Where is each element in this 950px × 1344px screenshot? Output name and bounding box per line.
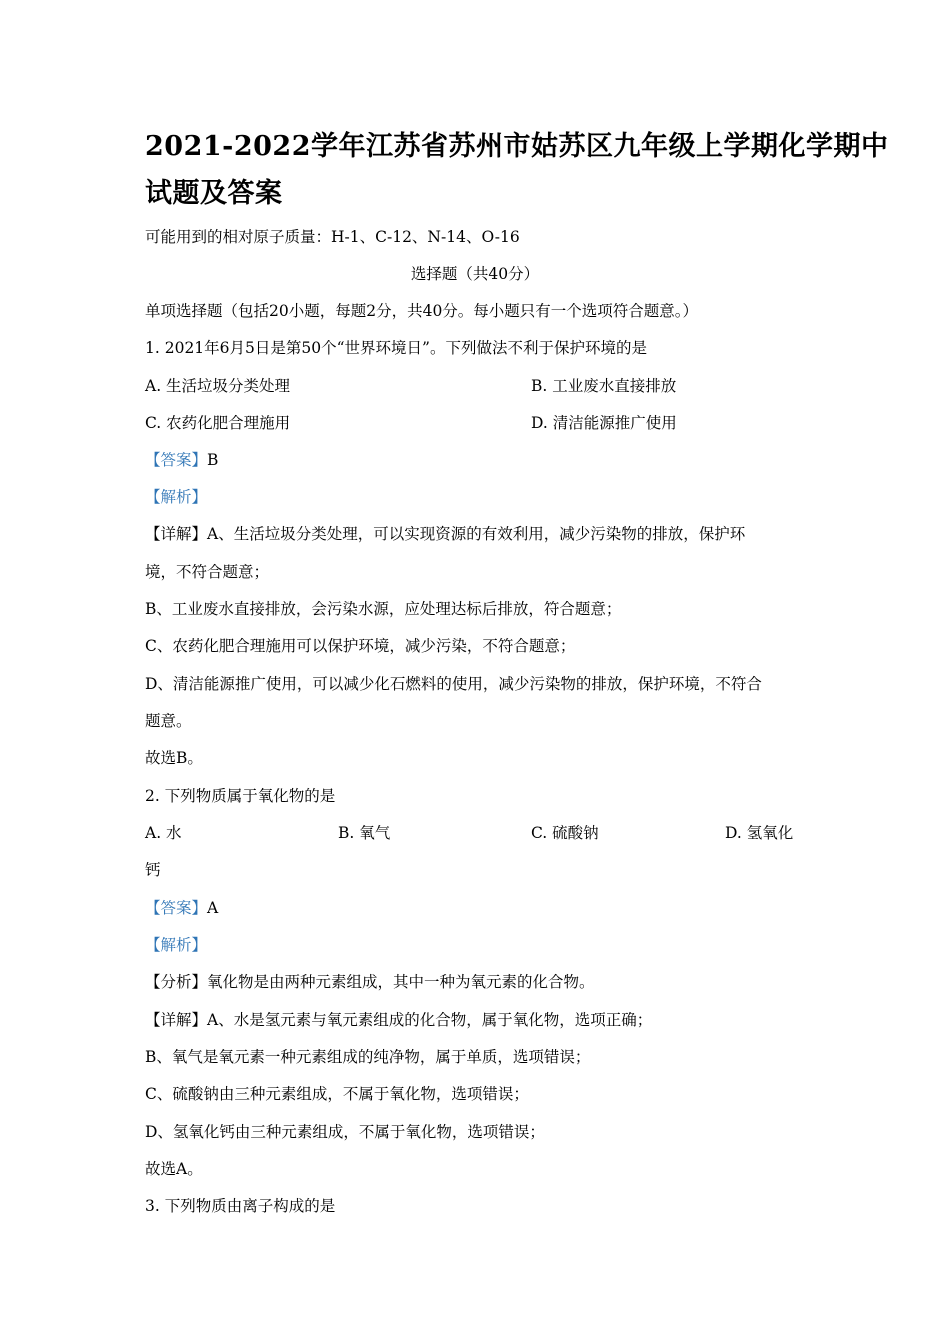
question-1-detail-d-line-1: D、清洁能源推广使用，可以减少化石燃料的使用，减少污染物的排放，保护环境，不符合 [145,675,762,693]
question-2-option-c: C. 硫酸钠 [531,824,599,842]
question-2-detail-d: D、氢氧化钙由三种元素组成，不属于氧化物，选项错误； [145,1123,545,1141]
question-1-detail-d-line-2: 题意。 [145,712,192,730]
section-instruction: 单项选择题（包括20小题，每题2分，共40分。每小题只有一个选项符合题意。） [145,302,699,320]
question-2-conclusion: 故选A。 [145,1160,203,1178]
atomic-mass-note: 可能用到的相对原子质量：H-1、C-12、N-14、O-16 [145,228,520,246]
question-1-answer [145,448,218,470]
question-1-option-b: B. 工业废水直接排放 [531,377,677,395]
question-1-option-a: A. 生活垃圾分类处理 [145,377,291,395]
analysis-tag: 【解析】 [145,936,208,954]
question-1-detail-b: B、工业废水直接排放，会污染水源，应处理达标后排放，符合题意； [145,600,622,618]
detail-tag: 【详解】 [145,1011,208,1029]
question-2-option-d: D. 氢氧化 [725,824,794,842]
question-2-option-a: A. 水 [145,824,182,842]
answer-tag: 【答案】 [145,899,208,917]
question-1-option-c: C. 农药化肥合理施用 [145,414,291,432]
answer-value: B [207,451,219,469]
question-2-detail-a: 【详解】A、水是氢元素与氧元素组成的化合物，属于氧化物，选项正确； [145,1011,653,1029]
question-2-answer [145,896,218,918]
question-1-detail-a-line-2: 境，不符合题意； [145,563,270,581]
document-title-line-2: 试题及答案 [145,178,283,209]
detail-tag: 【详解】 [145,525,208,543]
section-heading: 选择题（共40分） [410,265,540,283]
answer-value: A [207,899,219,917]
question-2-analysis-text: 【分析】氧化物是由两种元素组成，其中一种为氧元素的化合物。 [145,973,595,991]
question-1-detail-a-line-1: 【详解】A、生活垃圾分类处理，可以实现资源的有效利用，减少污染物的排放，保护环 [145,525,746,543]
question-2-detail-c: C、硫酸钠由三种元素组成，不属于氧化物，选项错误； [145,1085,529,1103]
question-1-detail-c: C、农药化肥合理施用可以保护环境，减少污染，不符合题意； [145,637,576,655]
question-1-analysis [145,485,207,507]
question-2-option-b: B. 氧气 [338,824,391,842]
question-2-detail-b: B、氧气是氧元素一种元素组成的纯净物，属于单质，选项错误； [145,1048,591,1066]
analysis-sub-tag: 【分析】 [145,973,208,991]
answer-tag: 【答案】 [145,451,208,469]
document-title-line-1: 2021-2022学年江苏省苏州市姑苏区九年级上学期化学期中 [145,131,889,162]
question-3-stem: 3. 下列物质由离子构成的是 [145,1197,336,1215]
question-2-analysis [145,933,207,955]
question-1-option-d: D. 清洁能源推广使用 [531,414,677,432]
question-1-conclusion: 故选B。 [145,749,203,767]
question-2-option-d-continued: 钙 [145,861,161,879]
analysis-tag: 【解析】 [145,488,208,506]
question-1-stem: 1. 2021年6月5日是第50个“世界环境日”。下列做法不利于保护环境的是 [145,339,647,357]
question-2-stem: 2. 下列物质属于氧化物的是 [145,787,336,805]
